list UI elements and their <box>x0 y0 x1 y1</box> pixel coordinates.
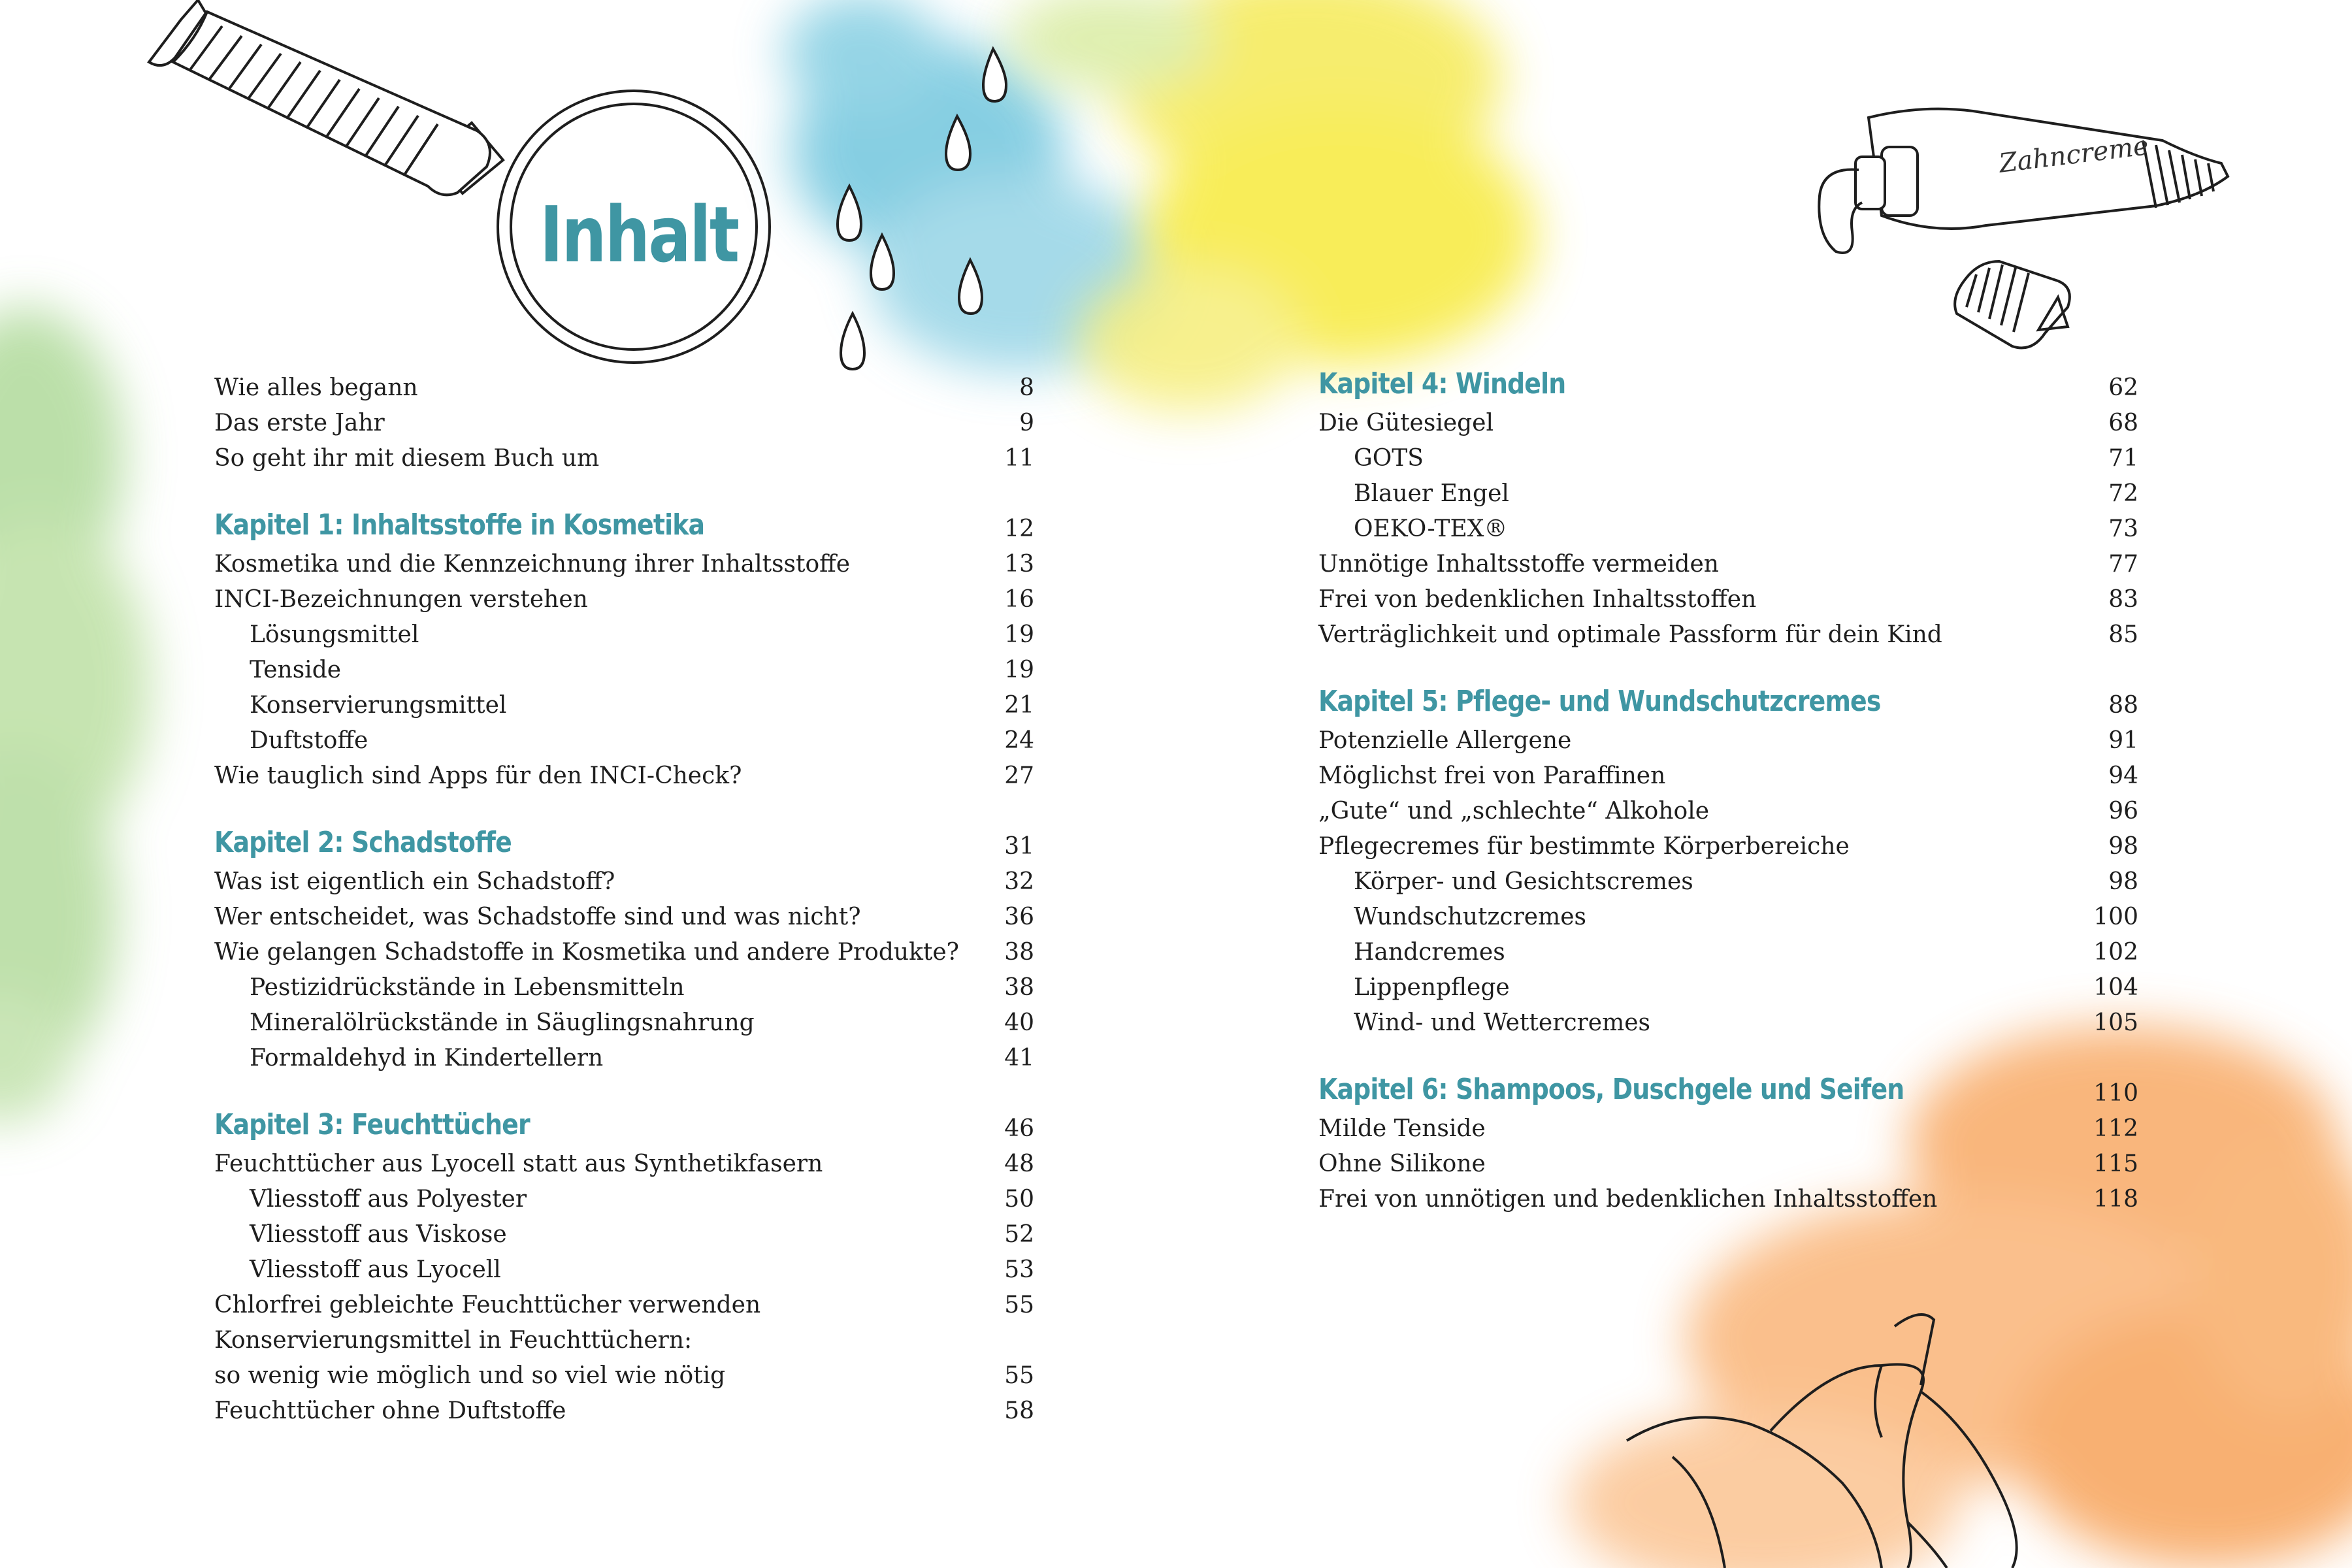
toc-page-number: 46 <box>1004 1115 1034 1142</box>
toc-page-number: 41 <box>1004 1045 1034 1071</box>
toc-entry <box>1318 617 2138 653</box>
toc-entry-label: Kapitel 2: Schadstoffe <box>214 826 512 859</box>
toc-entry-label: Milde Tenside <box>1318 1115 1486 1142</box>
toc-chapter-heading <box>1318 685 2138 723</box>
toc-entry-label: Potenzielle Allergene <box>1318 727 1572 754</box>
toc-page-number: 13 <box>1004 551 1034 578</box>
toc-page-number: 40 <box>1004 1009 1034 1036</box>
toc-entry-label: So geht ihr mit diesem Buch um <box>214 445 600 472</box>
toc-entry <box>1318 406 2138 441</box>
toc-page-number: 8 <box>1019 374 1034 401</box>
toc-entry <box>1318 900 2138 935</box>
toc-page-number: 62 <box>2108 374 2138 401</box>
toc-entry-label: Mineralölrückstände in Säuglingsnahrung <box>250 1009 755 1036</box>
toc-page-number: 85 <box>2108 621 2138 648</box>
tube-label: Zahncreme <box>1997 131 2151 179</box>
toc-entry <box>214 1041 1034 1076</box>
toc-entry-label: Tenside <box>250 657 342 683</box>
toc-page-number: 9 <box>1019 410 1034 436</box>
toc-entry <box>214 653 1034 688</box>
toc-chapter-heading <box>214 508 1034 547</box>
toc-entry <box>214 935 1034 970</box>
toc-page-number: 50 <box>1004 1186 1034 1213</box>
toc-entry-label: Duftstoffe <box>250 727 368 754</box>
toc-entry-label: Wie gelangen Schadstoffe in Kosmetika und andere Produkte? <box>214 939 959 966</box>
toc-entry <box>214 723 1034 759</box>
toc-page-number: 110 <box>2093 1080 2138 1107</box>
toc-entry <box>1318 476 2138 512</box>
toc-entry <box>1318 794 2138 829</box>
toc-chapter-heading <box>214 1108 1034 1147</box>
toc-entry <box>214 1182 1034 1217</box>
toc-page-number: 36 <box>1004 904 1034 930</box>
toc-entry <box>214 406 1034 441</box>
toc-entry-label: Frei von unnötigen und bedenklichen Inhaltsstoffen <box>1318 1186 1938 1213</box>
toc-entry <box>214 1288 1034 1323</box>
toc-entry <box>214 441 1034 476</box>
toc-page-number: 52 <box>1004 1221 1034 1248</box>
toc-entry <box>1318 759 2138 794</box>
toc-entry-label: „Gute“ und „schlechte“ Alkohole <box>1318 798 1710 825</box>
toothpaste-tube-icon <box>1819 109 2228 348</box>
toc-entry-label: Ohne Silikone <box>1318 1151 1486 1177</box>
toc-entry <box>214 688 1034 723</box>
toc-chapter-heading <box>1318 1073 2138 1111</box>
toc-page-number: 68 <box>2108 410 2138 436</box>
toc-entry-label: Konservierungsmittel <box>250 692 507 719</box>
magnifying-glass-icon <box>149 0 770 363</box>
toc-entry <box>1318 441 2138 476</box>
toc-right-column <box>1318 367 2138 1217</box>
toc-entry <box>1318 582 2138 617</box>
toc-entry-label: Handcremes <box>1354 939 1505 966</box>
toc-page-number: 104 <box>2093 974 2138 1001</box>
toc-entry <box>214 582 1034 617</box>
toc-entry-label: Verträglichkeit und optimale Passform für dein Kind <box>1318 621 1942 648</box>
toc-page-number: 118 <box>2093 1186 2138 1213</box>
toc-page-number: 100 <box>2093 904 2138 930</box>
toc-entry-label: Vliesstoff aus Polyester <box>250 1186 527 1213</box>
toc-entry-label: Kapitel 3: Feuchttücher <box>214 1108 530 1141</box>
toc-page-number: 102 <box>2093 939 2138 966</box>
toc-entry-label: Lösungsmittel <box>250 621 419 648</box>
toc-page-number: 72 <box>2108 480 2138 507</box>
toc-entry <box>214 759 1034 794</box>
toc-page-number: 32 <box>1004 868 1034 895</box>
toc-entry <box>214 970 1034 1005</box>
toc-page-number: 55 <box>1004 1292 1034 1318</box>
toc-entry <box>214 1005 1034 1041</box>
page-title: Inhalt <box>540 189 738 280</box>
toc-entry-label: Wind- und Wettercremes <box>1354 1009 1650 1036</box>
toc-entry-label: Wie alles begann <box>214 374 418 401</box>
toc-entry-label: so wenig wie möglich und so viel wie nötig <box>214 1362 726 1389</box>
toc-page-number: 48 <box>1004 1151 1034 1177</box>
toc-entry <box>214 617 1034 653</box>
toc-page-number: 11 <box>1004 445 1034 472</box>
toc-entry-label: GOTS <box>1354 445 1424 472</box>
toc-entry <box>214 370 1034 406</box>
toc-page-number: 94 <box>2108 762 2138 789</box>
toc-entry-label: Wie tauglich sind Apps für den INCI-Check? <box>214 762 742 789</box>
toc-entry <box>1318 1147 2138 1182</box>
toc-page-number: 115 <box>2093 1151 2138 1177</box>
toc-page-number: 31 <box>1004 833 1034 860</box>
toc-page-number: 19 <box>1004 657 1034 683</box>
toc-entry-label: Feuchttücher aus Lyocell statt aus Synthetikfasern <box>214 1151 823 1177</box>
toc-page-number: 83 <box>2108 586 2138 613</box>
toc-entry-label: Formaldehyd in Kindertellern <box>250 1045 604 1071</box>
toc-entry <box>1318 829 2138 864</box>
toc-entry-label: Konservierungsmittel in Feuchttüchern: <box>214 1327 693 1354</box>
toc-entry-label: Kapitel 5: Pflege- und Wundschutzcremes <box>1318 685 1881 718</box>
toc-entry <box>214 1358 1034 1394</box>
toc-page-number: 112 <box>2093 1115 2138 1142</box>
toc-entry <box>1318 864 2138 900</box>
toc-page-number: 53 <box>1004 1256 1034 1283</box>
toc-entry <box>1318 723 2138 759</box>
toc-entry <box>214 1394 1034 1429</box>
toc-entry-label: Vliesstoff aus Lyocell <box>250 1256 501 1283</box>
toc-entry-label: Frei von bedenklichen Inhaltsstoffen <box>1318 586 1757 613</box>
toc-entry-label: Was ist eigentlich ein Schadstoff? <box>214 868 615 895</box>
toc-entry <box>214 1252 1034 1288</box>
toc-page-number: 105 <box>2093 1009 2138 1036</box>
toc-page-number: 96 <box>2108 798 2138 825</box>
toc-entry-label: Vliesstoff aus Viskose <box>250 1221 507 1248</box>
toc-entry <box>1318 935 2138 970</box>
toc-entry-label: Das erste Jahr <box>214 410 385 436</box>
toc-entry <box>1318 547 2138 582</box>
toc-page-number: 38 <box>1004 974 1034 1001</box>
toc-entry-label: Lippenpflege <box>1354 974 1510 1001</box>
toc-entry-label: OEKO-TEX® <box>1354 515 1508 542</box>
toc-entry-label: Die Gütesiegel <box>1318 410 1494 436</box>
toc-page-number: 38 <box>1004 939 1034 966</box>
toc-entry <box>1318 970 2138 1005</box>
toc-page-number: 19 <box>1004 621 1034 648</box>
toc-entry-label: Kapitel 4: Windeln <box>1318 367 1566 400</box>
toc-page-number: 73 <box>2108 515 2138 542</box>
toc-entry-label: Körper- und Gesichtscremes <box>1354 868 1693 895</box>
toc-entry-label: Wundschutzcremes <box>1354 904 1586 930</box>
toc-page-number: 98 <box>2108 868 2138 895</box>
toc-page-number: 21 <box>1004 692 1034 719</box>
toc-entry-label: Chlorfrei gebleichte Feuchttücher verwenden <box>214 1292 761 1318</box>
toc-page-number: 16 <box>1004 586 1034 613</box>
toc-chapter-heading <box>1318 367 2138 406</box>
toc-entry <box>214 1323 1034 1358</box>
toc-page-number: 24 <box>1004 727 1034 754</box>
toc-page-number: 58 <box>1004 1397 1034 1424</box>
toc-page-number: 71 <box>2108 445 2138 472</box>
toc-entry <box>214 1147 1034 1182</box>
toc-entry <box>214 864 1034 900</box>
toc-entry-label: Kapitel 1: Inhaltsstoffe in Kosmetika <box>214 508 705 542</box>
toc-entry <box>214 900 1034 935</box>
toc-page-number: 77 <box>2108 551 2138 578</box>
toc-entry-label: Pestizidrückstände in Lebensmitteln <box>250 974 685 1001</box>
toc-entry <box>1318 512 2138 547</box>
toc-entry-label: Wer entscheidet, was Schadstoffe sind und was nicht? <box>214 904 861 930</box>
toc-entry-label: Möglichst frei von Paraffinen <box>1318 762 1666 789</box>
toc-entry <box>1318 1005 2138 1041</box>
toc-entry-label: Kosmetika und die Kennzeichnung ihrer Inhaltsstoffe <box>214 551 851 578</box>
toc-entry <box>1318 1182 2138 1217</box>
green-watercolor-wash <box>0 307 150 1124</box>
toc-page-number: 88 <box>2108 692 2138 719</box>
toc-entry-label: INCI-Bezeichnungen verstehen <box>214 586 588 613</box>
toc-page-number: 27 <box>1004 762 1034 789</box>
toc-page-number: 55 <box>1004 1362 1034 1389</box>
toc-entry-label: Pflegecremes für bestimmte Körperbereiche <box>1318 833 1850 860</box>
toc-page-number: 12 <box>1004 515 1034 542</box>
toc-entry-label: Unnötige Inhaltsstoffe vermeiden <box>1318 551 1719 578</box>
toc-entry-label: Blauer Engel <box>1354 480 1509 507</box>
toc-entry-label: Feuchttücher ohne Duftstoffe <box>214 1397 566 1424</box>
toc-chapter-heading <box>214 826 1034 864</box>
toc-entry <box>214 547 1034 582</box>
toc-left-column <box>214 370 1034 1429</box>
toc-page-number: 98 <box>2108 833 2138 860</box>
toc-entry <box>214 1217 1034 1252</box>
toc-page-number: 91 <box>2108 727 2138 754</box>
toc-entry-label: Kapitel 6: Shampoos, Duschgele und Seifen <box>1318 1073 1904 1106</box>
toc-entry <box>1318 1111 2138 1147</box>
